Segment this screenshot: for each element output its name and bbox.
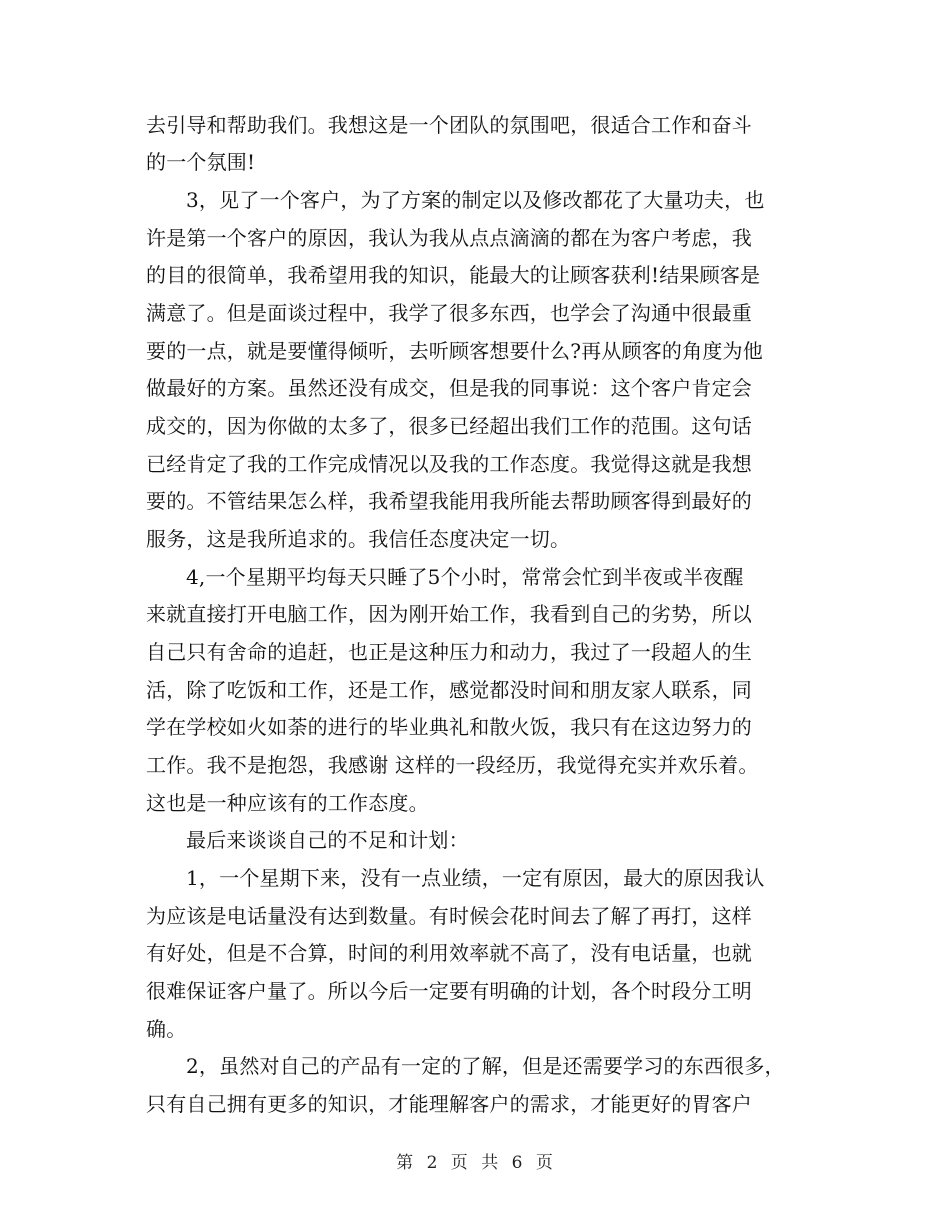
text-line: 已经肯定了我的工作完成情况以及我的工作态度。我觉得这就是我想 [146,452,752,476]
text-line: 自己只有舍命的追赶，也正是这种压力和动力，我过了一段超人的生 [146,640,752,664]
text-line: 服务，这是我所追求的。我信任态度决定一切。 [146,527,571,551]
paragraph-start-line: 2，虽然对自己的产品有一定的了解，但是还需要学习的东西很多， [186,1054,785,1078]
text-line: 很难保证客户量了。所以今后一定要有明确的计划，各个时段分工明 [146,979,752,1003]
text-line: 工作。我不是抱怨，我感谢 这样的一段经历，我觉得充实并欢乐着。 [146,753,759,777]
text-line: 去引导和帮助我们。我想这是一个团队的氛围吧，很适合工作和奋斗 [146,113,752,137]
section-heading-line: 最后来谈谈自己的不足和计划： [186,828,469,852]
paragraph-start-line: 4,一个星期平均每天只睡了5个小时，常常会忙到半夜或半夜醒 [186,565,744,589]
paragraph-start-line: 1，一个星期下来，没有一点业绩，一定有原因，最大的原因我认 [186,866,765,890]
text-line: 只有自己拥有更多的知识，才能理解客户的需求，才能更好的胃客户 [146,1092,752,1116]
text-line: 有好处，但是不合算，时间的利用效率就不高了，没有电话量，也就 [146,941,752,965]
text-line: 许是第一个客户的原因，我认为我从点点滴滴的都在为客户考虑，我 [146,226,752,250]
text-line: 的目的很简单，我希望用我的知识，能最大的让顾客获利!结果顾客是 [146,263,761,287]
text-line: 确。 [146,1017,187,1041]
text-line: 为应该是电话量没有达到数量。有时候会花时间去了解了再打，这样 [146,904,752,928]
text-line: 要的。不管结果怎么样，我希望我能用我所能去帮助顾客得到最好的 [146,489,752,513]
text-line: 学在学校如火如荼的进行的毕业典礼和散火饭，我只有在这边努力的 [146,715,752,739]
text-line: 要的一点，就是要懂得倾听，去听顾客想要什么?再从顾客的角度为他 [146,339,763,363]
text-line: 成交的，因为你做的太多了，很多已经超出我们工作的范围。这句话 [146,414,752,438]
text-line: 来就直接打开电脑工作，因为刚开始工作，我看到自己的劣势，所以 [146,602,752,626]
text-line: 的一个氛围! [146,150,256,174]
page-number-footer: 第 2 页 共 6 页 [396,1153,554,1173]
text-line: 做最好的方案。虽然还没有成交，但是我的同事说：这个客户肯定会 [146,376,752,400]
text-line: 活，除了吃饭和工作，还是工作，感觉都没时间和朋友家人联系，同 [146,678,752,702]
text-line: 这也是一种应该有的工作态度。 [146,791,429,815]
paragraph-start-line: 3，见了一个客户，为了方案的制定以及修改都花了大量功夫，也 [186,188,765,212]
text-line: 满意了。但是面谈过程中，我学了很多东西，也学会了沟通中很最重 [146,301,752,325]
